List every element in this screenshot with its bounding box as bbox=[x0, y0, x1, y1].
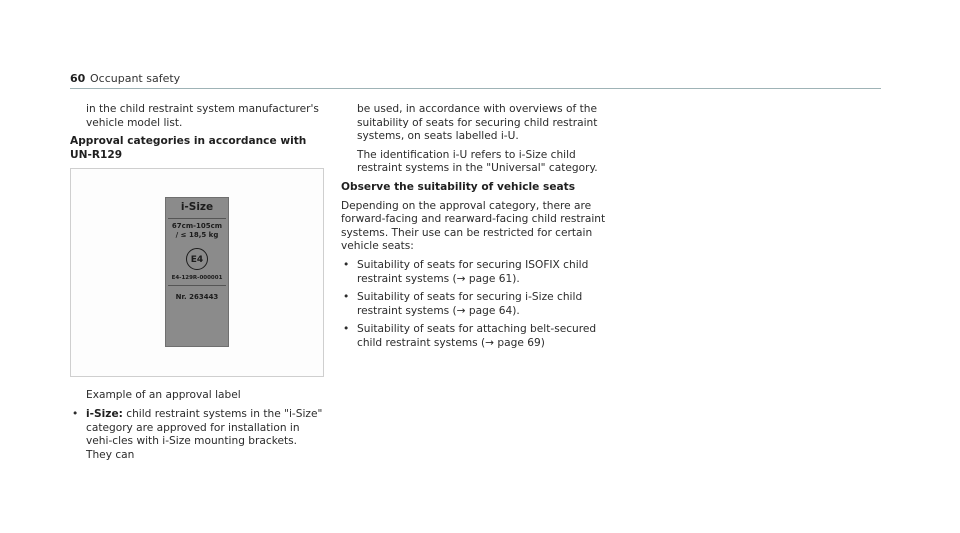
figure-caption: Example of an approval label bbox=[86, 389, 241, 402]
label-approval-number: E4-129R-000001 bbox=[171, 274, 223, 281]
page-number: 60 bbox=[70, 72, 86, 85]
e-mark-icon: E4 bbox=[186, 248, 208, 270]
identification-note: The identification i-U refers to i-Size child restraint systems in the "Universal" category. bbox=[357, 148, 598, 175]
section-title: Occupant safety bbox=[90, 72, 181, 85]
bullet-text: child restraint systems in the "i-Size" category are approved for installation in vehi-cles with i-Size mounting brackets. They can bbox=[86, 407, 323, 461]
left-bullet-list bbox=[70, 408, 325, 462]
suitability-paragraph: Depending on the approval category, there are forward-facing and rearward-facing child restraint systems. Their use can be restricted for certain vehicle seats: bbox=[341, 199, 606, 253]
page-header bbox=[70, 73, 881, 89]
bullet-term: i-Size: bbox=[86, 407, 123, 420]
approval-label-image bbox=[165, 197, 229, 347]
list-item: • Suitability of seats for securing i-Size child restraint systems (→ page 64). bbox=[341, 291, 606, 318]
approval-categories-heading: Approval categories in accordance with UN-R129 bbox=[70, 135, 307, 161]
intro-text: in the child restraint system manufacturer's vehicle model list. bbox=[86, 103, 319, 129]
list-item bbox=[70, 408, 325, 462]
label-serial: Nr. 263443 bbox=[175, 292, 219, 301]
list-item: • Suitability of seats for securing ISOFIX child restraint systems (→ page 61). bbox=[341, 259, 606, 286]
label-size-range: 67cm-105cm bbox=[171, 221, 223, 230]
suitability-heading: Observe the suitability of vehicle seats bbox=[341, 180, 576, 193]
list-item: • Suitability of seats for attaching belt-secured child restraint systems (→ page 69) bbox=[341, 323, 606, 350]
left-column bbox=[70, 103, 325, 462]
suitability-list bbox=[341, 259, 606, 351]
continuation-text: be used, in accordance with overviews of the suitability of seats for securing child restraint systems, on seats labelled i-U. bbox=[357, 103, 598, 143]
middle-column bbox=[341, 103, 606, 351]
approval-label-figure bbox=[70, 168, 324, 377]
label-divider bbox=[168, 218, 226, 219]
label-title: i-Size bbox=[180, 201, 214, 214]
label-weight: / ≤ 18,5 kg bbox=[175, 230, 219, 239]
label-divider bbox=[168, 285, 226, 286]
